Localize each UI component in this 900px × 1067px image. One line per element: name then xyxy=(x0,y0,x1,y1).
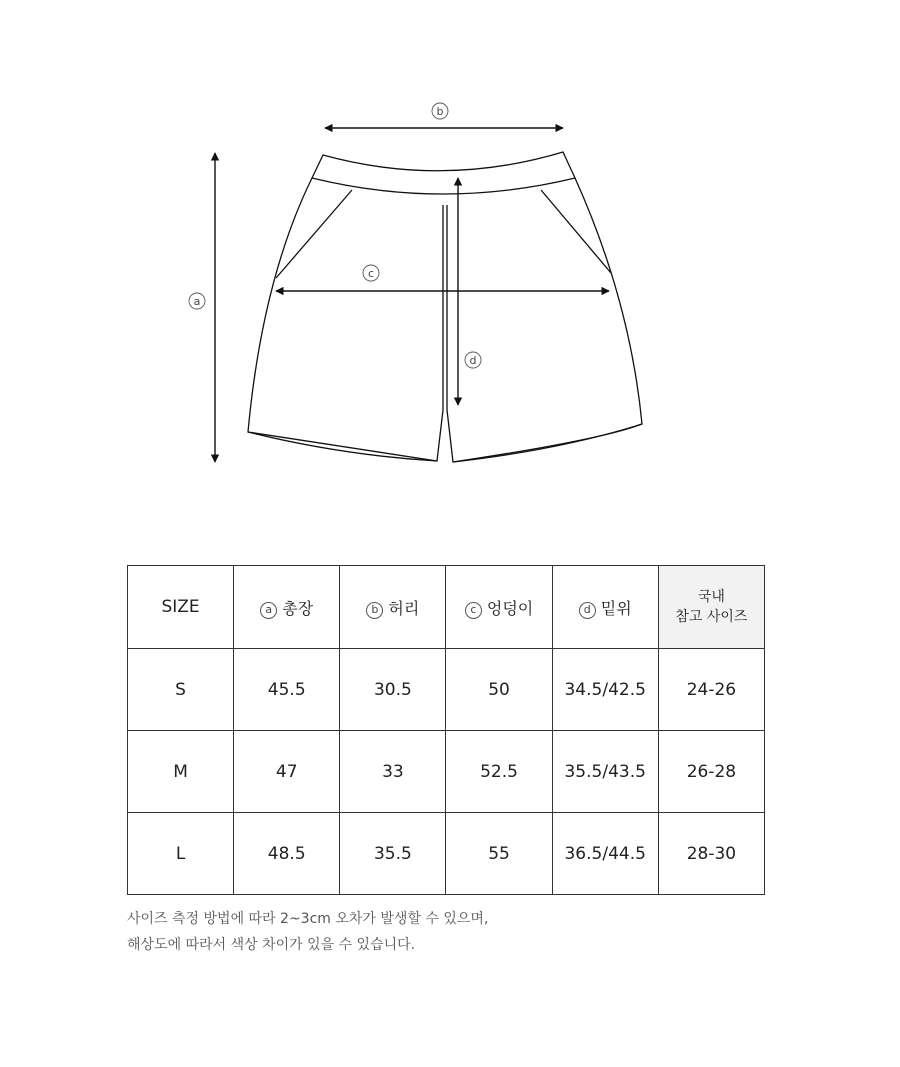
header-label: 밑위 xyxy=(600,598,632,618)
mark-d-icon: d xyxy=(579,602,596,619)
header-label: 허리 xyxy=(388,598,420,618)
domestic-size-cell: 26-28 xyxy=(658,731,764,813)
svg-text:b: b xyxy=(436,105,444,118)
svg-text:d: d xyxy=(469,354,477,367)
svg-text:c: c xyxy=(367,267,375,280)
shorts-measurement-diagram xyxy=(0,0,900,520)
svg-text:a: a xyxy=(193,295,201,308)
header-waist xyxy=(340,566,446,649)
hip-cell: 52.5 xyxy=(446,731,552,813)
waist-cell: 30.5 xyxy=(340,649,446,731)
shorts-outline xyxy=(248,152,642,462)
header-label: 엉덩이 xyxy=(486,598,534,618)
note-line: 사이즈 측정 방법에 따라 2~3cm 오차가 발생할 수 있으며, xyxy=(127,911,489,927)
domestic-size-cell: 24-26 xyxy=(658,649,764,731)
note-line: 해상도에 따라서 색상 차이가 있을 수 있습니다. xyxy=(127,937,416,953)
total-length-cell: 45.5 xyxy=(234,649,340,731)
rise-cell: 36.5/44.5 xyxy=(552,813,658,895)
waist-cell: 35.5 xyxy=(340,813,446,895)
header-label-line2: 참고 사이즈 xyxy=(675,609,748,625)
table-row xyxy=(128,649,765,731)
mark-c-icon xyxy=(363,265,379,281)
waist-cell: 33 xyxy=(340,731,446,813)
header-size: SIZE xyxy=(128,566,234,649)
mark-c-icon: c xyxy=(465,602,482,619)
size-table xyxy=(127,565,765,895)
header-rise xyxy=(552,566,658,649)
mark-b-icon: b xyxy=(366,602,383,619)
header-total-length xyxy=(234,566,340,649)
header-hip xyxy=(446,566,552,649)
total-length-cell: 48.5 xyxy=(234,813,340,895)
table-row xyxy=(128,813,765,895)
mark-a-icon: a xyxy=(260,602,277,619)
mark-a-icon xyxy=(189,293,205,309)
size-cell: L xyxy=(128,813,234,895)
total-length-cell: 47 xyxy=(234,731,340,813)
rise-cell: 34.5/42.5 xyxy=(552,649,658,731)
domestic-size-cell: 28-30 xyxy=(658,813,764,895)
header-label-line1: 국내 xyxy=(697,589,725,605)
table-header-row xyxy=(128,566,765,649)
measurement-notes xyxy=(127,906,488,958)
size-cell: S xyxy=(128,649,234,731)
header-domestic-size xyxy=(658,566,764,649)
header-label: 총장 xyxy=(282,598,314,618)
hip-cell: 50 xyxy=(446,649,552,731)
hip-cell: 55 xyxy=(446,813,552,895)
mark-b-icon xyxy=(432,103,448,119)
rise-cell: 35.5/43.5 xyxy=(552,731,658,813)
size-cell: M xyxy=(128,731,234,813)
table-row xyxy=(128,731,765,813)
mark-d-icon xyxy=(465,352,481,368)
